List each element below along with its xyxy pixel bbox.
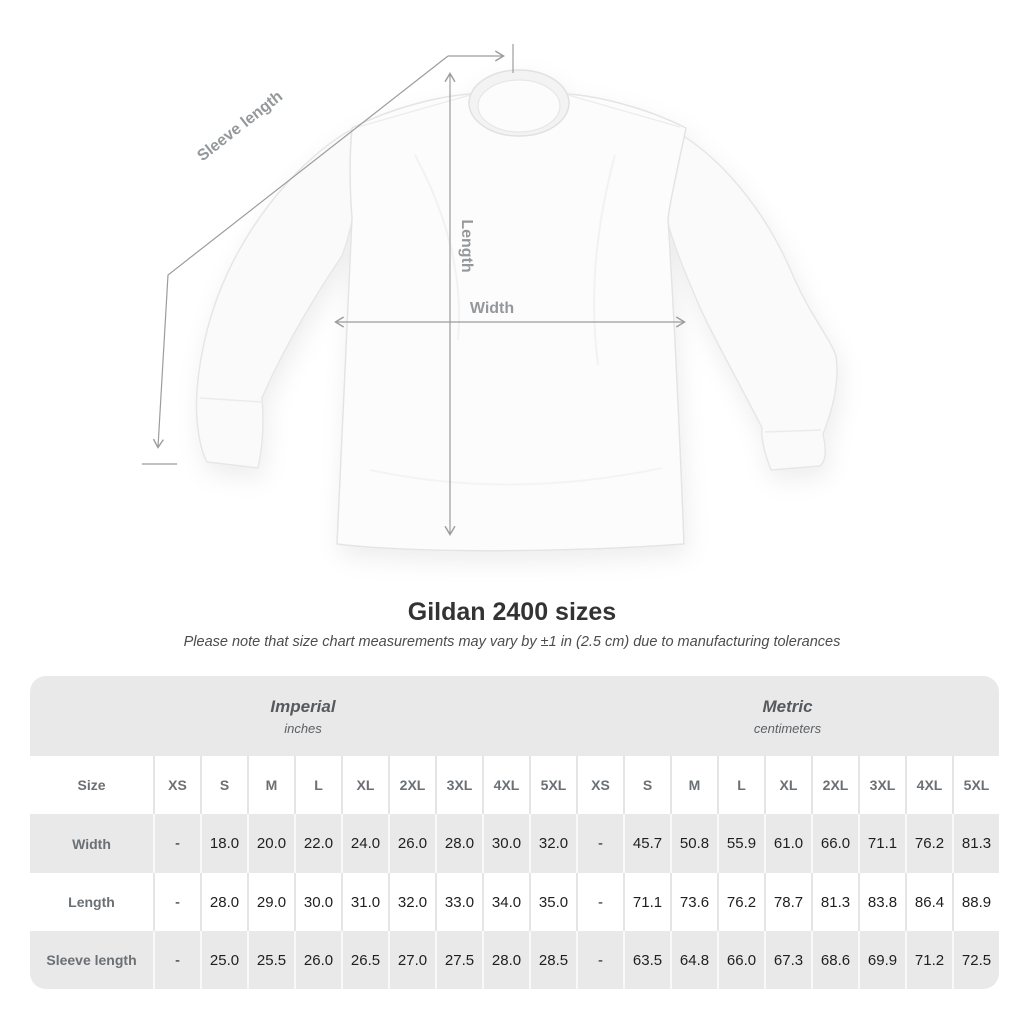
value-cell-metric: 66.0	[717, 931, 764, 989]
size-header-metric-xl: XL	[764, 756, 811, 814]
size-header-metric-3xl: 3XL	[858, 756, 905, 814]
value-cell-imperial: 25.5	[247, 931, 294, 989]
value-cell-imperial: 30.0	[294, 873, 341, 931]
value-cell-metric: 71.2	[905, 931, 952, 989]
size-column-header: Size	[30, 756, 153, 814]
value-cell-imperial: 26.5	[341, 931, 388, 989]
value-cell-imperial: 34.0	[482, 873, 529, 931]
imperial-label: Imperial	[270, 696, 336, 716]
value-cell-metric: 63.5	[623, 931, 670, 989]
value-cell-metric: 81.3	[811, 873, 858, 931]
value-cell-imperial: 28.0	[482, 931, 529, 989]
long-sleeve-shirt-illustration	[196, 70, 837, 551]
value-cell-imperial: -	[153, 814, 200, 873]
size-header-imperial-l: L	[294, 756, 341, 814]
value-cell-imperial: 28.5	[529, 931, 576, 989]
row-label: Width	[30, 814, 153, 873]
value-cell-metric: 72.5	[952, 931, 999, 989]
size-header-metric-l: L	[717, 756, 764, 814]
value-cell-imperial: 31.0	[341, 873, 388, 931]
value-cell-metric: 55.9	[717, 814, 764, 873]
value-cell-metric: 50.8	[670, 814, 717, 873]
value-cell-imperial: 27.0	[388, 931, 435, 989]
value-cell-metric: 81.3	[952, 814, 999, 873]
value-cell-metric: 83.8	[858, 873, 905, 931]
row-label: Sleeve length	[30, 931, 153, 989]
value-cell-imperial: -	[153, 931, 200, 989]
value-cell-metric: 76.2	[905, 814, 952, 873]
size-header-imperial-4xl: 4XL	[482, 756, 529, 814]
imperial-section-header	[30, 676, 576, 756]
value-cell-imperial: 27.5	[435, 931, 482, 989]
size-header-imperial-xs: XS	[153, 756, 200, 814]
value-cell-metric: 78.7	[764, 873, 811, 931]
value-cell-metric: 64.8	[670, 931, 717, 989]
size-header-metric-s: S	[623, 756, 670, 814]
value-cell-metric: 69.9	[858, 931, 905, 989]
sleeve-length-label: Sleeve length	[194, 88, 287, 165]
tolerance-note: Please note that size chart measurements may vary by ±1 in (2.5 cm) due to manufacturing tolerances	[183, 634, 841, 650]
imperial-unit: inches	[284, 720, 322, 736]
value-cell-metric: 45.7	[623, 814, 670, 873]
value-cell-imperial: 35.0	[529, 873, 576, 931]
value-cell-imperial: -	[153, 873, 200, 931]
metric-label: Metric	[762, 696, 813, 716]
size-header-imperial-2xl: 2XL	[388, 756, 435, 814]
value-cell-imperial: 30.0	[482, 814, 529, 873]
width-label: Width	[469, 300, 515, 317]
size-header-metric-xs: XS	[576, 756, 623, 814]
value-cell-metric: 76.2	[717, 873, 764, 931]
value-cell-metric: 71.1	[623, 873, 670, 931]
value-cell-metric: 73.6	[670, 873, 717, 931]
value-cell-imperial: 32.0	[388, 873, 435, 931]
row-label: Length	[30, 873, 153, 931]
size-table	[30, 676, 999, 989]
left-sleeve	[196, 126, 358, 468]
value-cell-metric: 68.6	[811, 931, 858, 989]
value-cell-imperial: 26.0	[294, 931, 341, 989]
size-header-imperial-xl: XL	[341, 756, 388, 814]
value-cell-imperial: 25.0	[200, 931, 247, 989]
value-cell-imperial: 33.0	[435, 873, 482, 931]
size-header-imperial-5xl: 5XL	[529, 756, 576, 814]
value-cell-imperial: 32.0	[529, 814, 576, 873]
value-cell-imperial: 26.0	[388, 814, 435, 873]
value-cell-metric: -	[576, 873, 623, 931]
metric-unit: centimeters	[753, 720, 822, 736]
value-cell-metric: 88.9	[952, 873, 999, 931]
value-cell-imperial: 28.0	[435, 814, 482, 873]
size-header-metric-m: M	[670, 756, 717, 814]
value-cell-metric: 61.0	[764, 814, 811, 873]
value-cell-imperial: 24.0	[341, 814, 388, 873]
size-header-metric-2xl: 2XL	[811, 756, 858, 814]
size-header-metric-4xl: 4XL	[905, 756, 952, 814]
size-header-imperial-3xl: 3XL	[435, 756, 482, 814]
value-cell-imperial: 20.0	[247, 814, 294, 873]
value-cell-imperial: 18.0	[200, 814, 247, 873]
collar-inner	[478, 80, 560, 132]
value-cell-metric: 86.4	[905, 873, 952, 931]
size-header-metric-5xl: 5XL	[952, 756, 999, 814]
value-cell-metric: 66.0	[811, 814, 858, 873]
metric-section-header	[576, 676, 999, 756]
value-cell-metric: 67.3	[764, 931, 811, 989]
value-cell-metric: 71.1	[858, 814, 905, 873]
right-sleeve	[666, 126, 837, 470]
size-header-imperial-s: S	[200, 756, 247, 814]
size-header-imperial-m: M	[247, 756, 294, 814]
length-label: Length	[458, 219, 475, 273]
value-cell-imperial: 28.0	[200, 873, 247, 931]
value-cell-metric: -	[576, 931, 623, 989]
page-title: Gildan 2400 sizes	[407, 598, 617, 626]
value-cell-imperial: 22.0	[294, 814, 341, 873]
value-cell-imperial: 29.0	[247, 873, 294, 931]
value-cell-metric: -	[576, 814, 623, 873]
